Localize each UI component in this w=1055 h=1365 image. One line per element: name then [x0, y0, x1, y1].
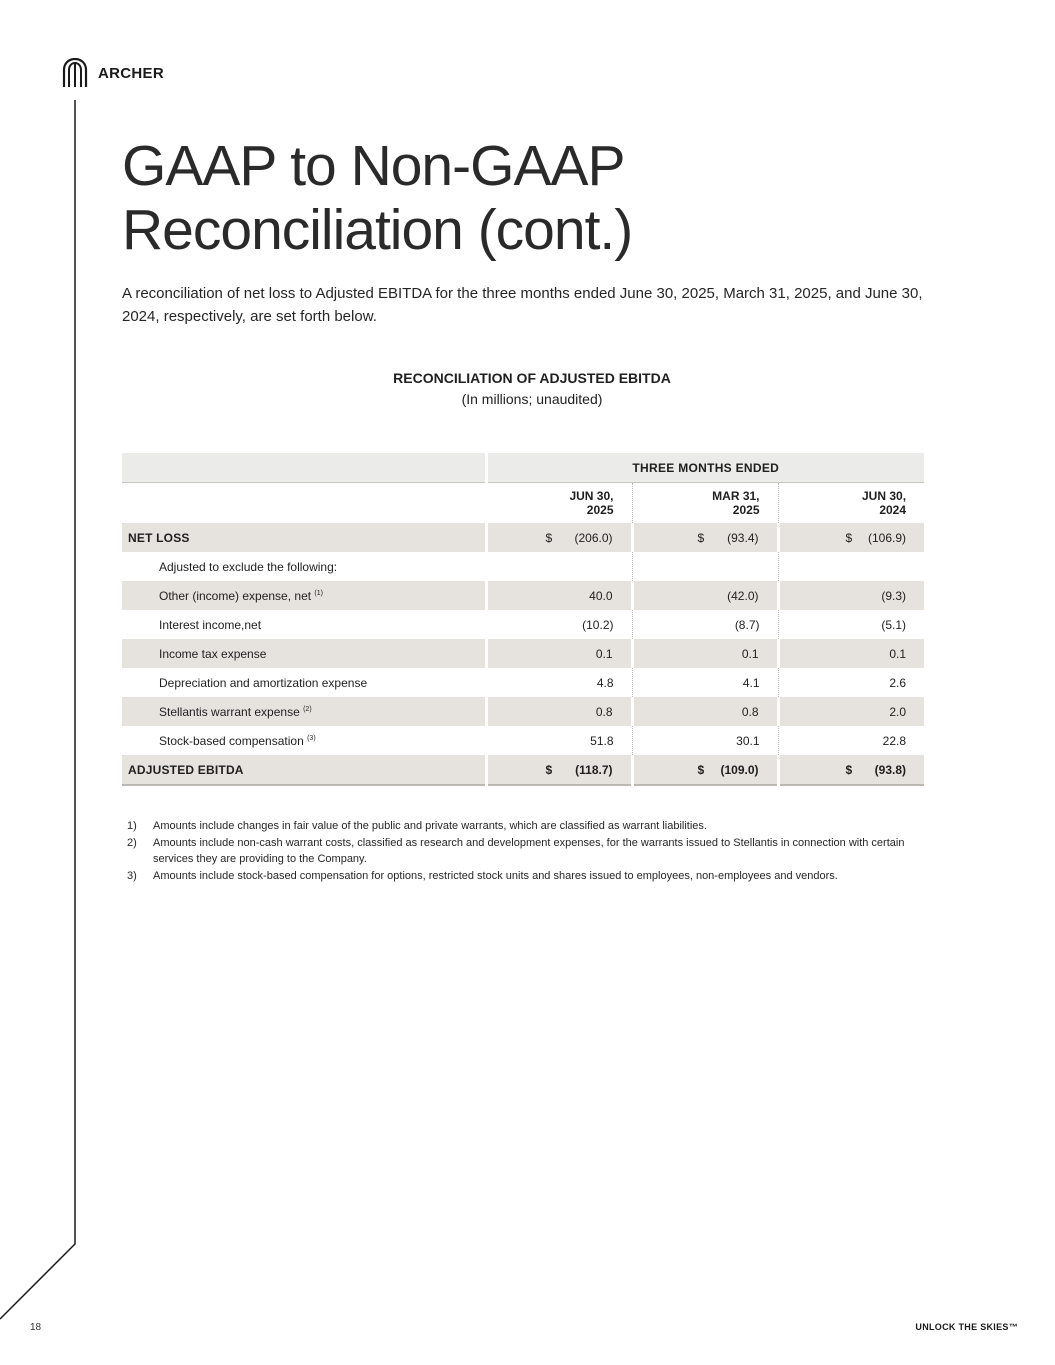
value-cell: $ (118.7) [486, 755, 632, 785]
column-header: JUN 30, 2024 [778, 483, 924, 524]
value-cell: $ (93.4) [632, 523, 778, 552]
brand-logo [62, 58, 164, 88]
page-number: 18 [30, 1322, 42, 1333]
row-label: Stellantis warrant expense $^{(2)}$ [122, 697, 486, 726]
value-cell: 0.8 [486, 697, 632, 726]
value-cell: (42.0) [632, 581, 778, 610]
table-subtitle: (In millions; unaudited) [461, 391, 603, 407]
value-cell: 51.8 [590, 733, 614, 748]
page-title [122, 134, 632, 262]
value-cell: 30.1 [632, 726, 778, 755]
intro-paragraph: A reconciliation of net loss to Adjusted EBITDA for the three months ended June 30, 2025, March 31, 2025, and June 30, 2024, respectively, are set forth below. [122, 285, 923, 325]
table-title: RECONCILIATION OF ADJUSTED EBITDA [393, 370, 671, 386]
row-label: Depreciation and amortization expense [159, 675, 368, 690]
value-cell: $ (109.0) [632, 755, 778, 785]
adjustment-label-row [122, 552, 924, 581]
row-label: Interest income,net [159, 617, 262, 632]
value-cell: 0.1 [778, 639, 924, 668]
column-header: JUN 30, 2025 [569, 489, 614, 517]
footnotes [127, 818, 937, 884]
value-cell: 0.1 [632, 639, 778, 668]
value-cell: 0.1 [486, 639, 632, 668]
row-label: Other (income) expense, net $^{(1)}$ [122, 581, 486, 610]
row-label: Adjusted to exclude the following: [159, 559, 338, 574]
table-row [122, 581, 924, 610]
footnote: 2) Amounts include non-cash warrant costs, classified as research and development expenses, for the warrants issued to Stellantis in connection with certain services they are providing to the Company. [127, 836, 905, 865]
value-cell: (5.1) [778, 610, 924, 639]
value-cell: 2.6 [778, 668, 924, 697]
value-cell: $ (206.0) [486, 523, 632, 552]
group-header: THREE MONTHS ENDED [486, 453, 924, 483]
value-cell: 22.8 [778, 726, 924, 755]
value-cell: (8.7) [632, 610, 778, 639]
value-cell: 0.8 [632, 697, 778, 726]
value-cell: $ (106.9) [778, 523, 924, 552]
value-cell: 4.8 [596, 675, 614, 690]
footnote: 3) Amounts include stock-based compensation for options, restricted stock units and shares issued to employees, non-employees and vendors. [127, 869, 838, 882]
value-cell: 2.0 [778, 697, 924, 726]
row-label: Stock-based compensation $^{(3)}$ [159, 733, 316, 748]
brand-name: ARCHER [98, 64, 164, 82]
title-line-1: GAAP to Non-GAAP [122, 134, 625, 198]
table-column-header-row [122, 483, 924, 524]
table-group-header-row [122, 453, 924, 483]
adjusted-ebitda-table [122, 453, 924, 786]
net-loss-row [122, 523, 924, 552]
table-row [122, 610, 924, 639]
value-cell: 4.1 [632, 668, 778, 697]
value-cell: (10.2) [582, 617, 614, 632]
row-label: ADJUSTED EBITDA [122, 755, 486, 785]
value-cell: 40.0 [486, 581, 632, 610]
row-label: Income tax expense [122, 639, 486, 668]
table-row [122, 726, 924, 755]
page-frame-line [0, 0, 90, 1365]
row-label: NET LOSS [122, 523, 486, 552]
archer-arch-icon [62, 58, 88, 88]
tagline: UNLOCK THE SKIES™ [915, 1322, 1018, 1332]
column-header: MAR 31, 2025 [632, 483, 778, 524]
adjusted-ebitda-row [122, 755, 924, 785]
value-cell: $ (93.8) [778, 755, 924, 785]
title-line-2: Reconciliation (cont.) [122, 198, 633, 262]
table-row [122, 697, 924, 726]
table-row [122, 668, 924, 697]
table-row [122, 639, 924, 668]
footnote: 1) Amounts include changes in fair value of the public and private warrants, which are classified as warrant liabilities. [127, 820, 707, 832]
value-cell: (9.3) [778, 581, 924, 610]
